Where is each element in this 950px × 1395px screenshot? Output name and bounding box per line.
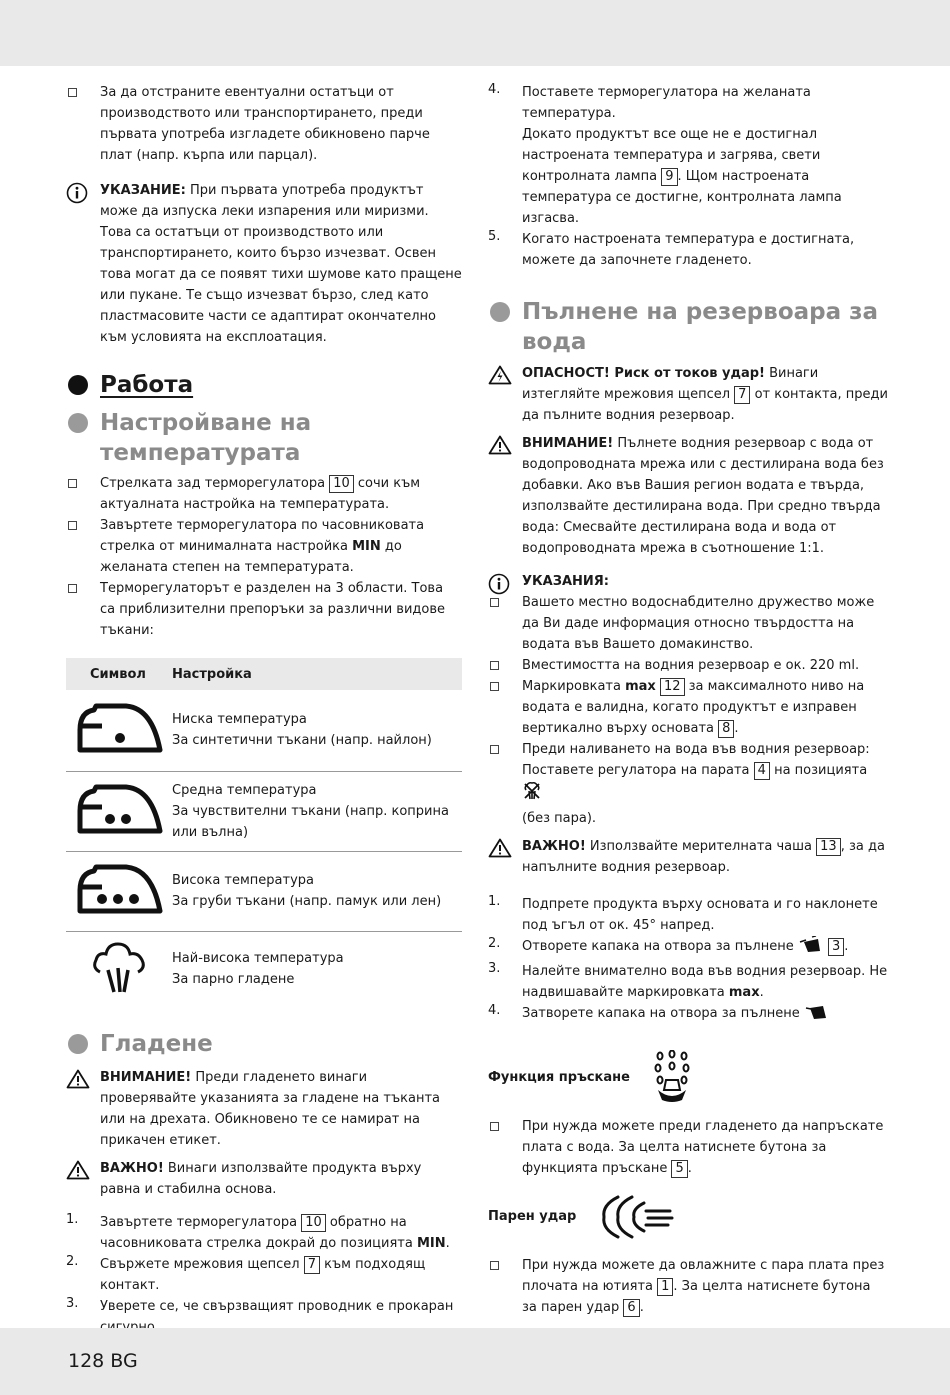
temp-bullet-1: Стрелката зад терморегулатора 10 сочи към актуалната настройка на температурата.: [66, 473, 462, 515]
heading-ironing: Гладене: [66, 1029, 462, 1059]
no-steam-icon: [522, 781, 542, 808]
steam-icon: [66, 931, 172, 1007]
ref-box: 9: [661, 168, 677, 186]
symbol-table: [66, 658, 462, 1007]
bullet-square: [490, 598, 499, 607]
electric-warning-icon: [488, 365, 512, 389]
bullet-square: [490, 1261, 499, 1270]
ref-box: 7: [304, 1256, 320, 1274]
open-lid-icon: [798, 936, 824, 961]
ref-box: 10: [301, 1214, 326, 1232]
notice-text: При първата употреба продуктът може да изпуска леки изпарения или миризми. Това са остатъци от производството или транспортирането, които бързо изчезват. Освен това могат да се появят тихи шумове като пращене или пукане. Те също изчезват бързо, след като пластмасовите части се адаптират окончателно към условията на експлоатация.: [100, 183, 462, 345]
caution2-block: ВНИМАНИЕ! Пълнете водния резервоар с вода от водопроводната мрежа или с дестилирана вода без добавки. Ако във Вашия регион водата е твърда, използвайте дестилирана вода. При средно твърда вода: Смесвайте дестилирана вода и вода от водопроводната мрежа в съотношение 1:1.: [488, 433, 888, 559]
bullet-square: [68, 479, 77, 488]
ref-box: 3: [828, 938, 844, 956]
note-bullet-4: Преди наливането на вода във водния резервоар: Поставете регулатора на парата 4 на позицията (без пара).: [488, 739, 888, 829]
iron-two-dots-icon: [66, 771, 172, 851]
left-column: [66, 82, 462, 1338]
heading-fill-tank: Пълнене на резервоара за вода: [488, 297, 888, 357]
ref-box: 1: [657, 1278, 673, 1296]
table-row: Ниска температура За синтетични тъкани (напр. найлон): [66, 690, 462, 771]
heading-temperature: Настройване на температурата: [66, 408, 462, 468]
warning-icon: [488, 435, 512, 459]
steam-burst-icon: [598, 1191, 674, 1247]
table-row: Висока температура За груби тъкани (напр. памук или лен): [66, 851, 462, 931]
list-item: 3. Уверете се, че свързващият проводник е прокаран: [66, 1296, 454, 1314]
bottom-band: [0, 1328, 950, 1395]
danger-block: ОПАСНОСТ! Риск от токов удар! Винаги изтегляйте мрежовия щепсел 7 от контакта, преди да пълните водния резервоар.: [488, 363, 888, 426]
ref-box: 8: [718, 720, 734, 738]
top-band: [0, 0, 950, 66]
fill-steps: [488, 894, 888, 1028]
spray-heading: Функция пръскане: [488, 1048, 888, 1104]
heading-operation: Работа: [66, 370, 462, 400]
iron-one-dot-icon: [66, 690, 172, 771]
right-column: [488, 82, 888, 1318]
bullet-square: [68, 584, 77, 593]
ironing-steps: [66, 1212, 462, 1338]
bullet-square: [490, 745, 499, 754]
notice-label: УКАЗАНИЕ:: [100, 183, 186, 198]
list-item: 4. Затворете капака на отвора за пълнене: [488, 1003, 888, 1028]
intro-bullet: За да отстраните евентуални остатъци от производството или транспортирането, преди първата употреба изгладете обикновено парче плат (напр. кърпа или парцал).: [66, 82, 462, 166]
spray-icon: [652, 1050, 692, 1108]
iron-three-dots-icon: [66, 851, 172, 931]
note-bullet-1: Вашето местно водоснабдително дружество може да Ви даде информация относно твърдостта на водата във Вашето домакинство.: [488, 592, 888, 655]
notes-heading: УКАЗАНИЯ:: [488, 571, 888, 592]
caution-block: ВНИМАНИЕ! Преди гладенето винаги проверявайте указанията за гладене на тъканта или на дрехата. Обикновено те се намират на прикачен етикет.: [66, 1067, 462, 1151]
warning-icon: [66, 1160, 90, 1184]
info-icon: [66, 182, 88, 208]
note-bullet-3: Маркировката max 12 за максималното ниво на водата е валидна, когато продуктът е изправен вертикално върху основата 8 .: [488, 676, 888, 739]
ref-box: 10: [329, 475, 354, 493]
closed-lid-icon: [804, 1003, 830, 1028]
bullet-square: [68, 88, 77, 97]
heading-dot: [490, 302, 510, 322]
important-block: ВАЖНО! Винаги използвайте продукта върху равна и стабилна основа.: [66, 1158, 462, 1200]
notice-block: [66, 180, 462, 348]
burst-heading: Парен удар: [488, 1191, 888, 1243]
heading-dot: [68, 375, 88, 395]
bullet-square: [490, 661, 499, 670]
temp-bullet-2: Завъртете терморегулатора по часовниковата стрелка от минималната настройка MIN до желаната степен на температурата.: [66, 515, 462, 578]
list-item: 1. Подпрете продукта върху основата и го наклонете под ъгъл от ок. 45° напред.: [488, 894, 878, 933]
list-item: 2. Отворете капака на отвора за пълнене 3 .: [488, 936, 888, 961]
page-number: 128 BG: [68, 1350, 138, 1372]
spray-bullet: При нужда можете преди гладенето да напръскате плата с вода. За целта натиснете бутона за функцията пръскане 5 .: [488, 1116, 888, 1179]
list-item: 4. Поставете терморегулатора на желаната температура. Докато продуктът все още не е достигнал настроената температура и загрява, свети контролната лампа 9 . Щом настроената температура се достигне, контролната лампа изгасва.: [488, 82, 842, 226]
warning-icon: [66, 1069, 90, 1093]
ref-box: 4: [754, 762, 770, 780]
heading-dot: [68, 413, 88, 433]
ref-box: 6: [623, 1299, 639, 1317]
heading-dot: [68, 1034, 88, 1054]
warning-icon: [488, 838, 512, 862]
list-item: 2. Свържете мрежовия щепсел 7 към подходящ контакт.: [66, 1254, 426, 1293]
ref-box: 13: [816, 838, 841, 856]
table-row: Най-висока температура За парно гладене: [66, 931, 462, 1007]
burst-bullet: При нужда можете да овлажните с пара плата през плочата на ютията 1 . За целта натиснете бутона за парен удар 6 .: [488, 1255, 888, 1318]
table-row: Средна температура За чувствителни тъкани (напр. коприна или вълна): [66, 771, 462, 851]
list-item: 3. Налейте внимателно вода във водния резервоар. Не надвишавайте маркировката max.: [488, 961, 888, 1000]
col-setting: Настройка: [172, 666, 252, 682]
note-bullet-2: Вместимостта на водния резервоар е ок. 220 ml.: [488, 655, 888, 676]
bullet-square: [490, 682, 499, 691]
ref-box: 5: [671, 1160, 687, 1178]
ref-box: 12: [660, 678, 685, 696]
ref-box: 7: [734, 386, 750, 404]
important2-block: ВАЖНО! Използвайте мерителната чаша 13 , за да напълните водния резервоар.: [488, 836, 888, 878]
bullet-square: [68, 521, 77, 530]
bullet-square: [490, 1122, 499, 1131]
temp-bullet-3: Терморегулаторът е разделен на 3 области. Това са приблизителни препоръки за различни видове тъкани:: [66, 578, 462, 641]
col-symbol: Символ: [90, 666, 146, 682]
symbol-table-header: [66, 658, 462, 690]
list-item: 5. Когато настроената температура е достигната, можете да започнете гладенето.: [488, 229, 855, 268]
list-item: 1. Завъртете терморегулатора 10 обратно на часовниковата стрелка докрай до позицията MIN.: [66, 1212, 450, 1251]
